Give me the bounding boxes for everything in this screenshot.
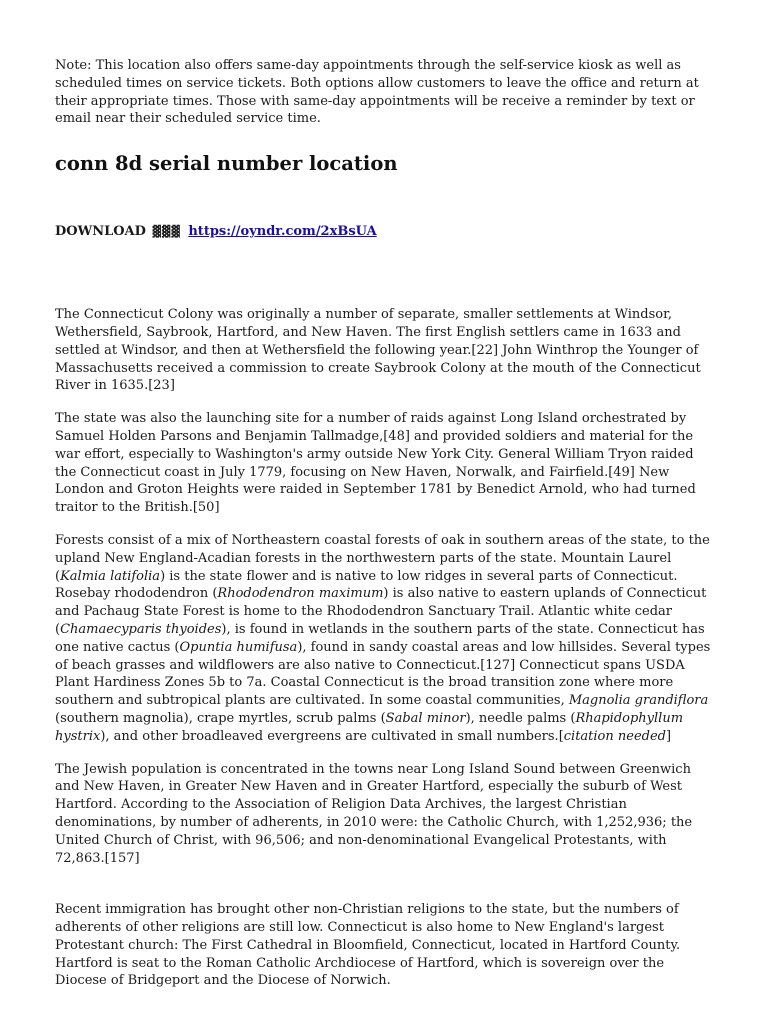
download-link[interactable]: https://oyndr.com/2xBsUA (188, 224, 377, 240)
species-sabal: Sabal minor (385, 710, 466, 726)
page-title: conn 8d serial number location (55, 152, 398, 176)
download-arrows-icon: ▓▓▓ (152, 225, 181, 239)
download-label: DOWNLOAD (55, 224, 146, 240)
paragraph-colony-history: The Connecticut Colony was originally a number of separate, smaller settlements at Windsor, Wethersfield, Saybrook, Hartford, and New Haven. The first English settlers came in 1633 and settled at Windsor, and then at Wethersfield the following year.[22] John Winthrop the Younger of Massachusetts received a commission to create Saybrook Colony at the mouth of the Connecticut River in 1635.[23] (55, 307, 701, 394)
forests-text-1: Forests consist of a mix of Northeastern coastal forests of oak in southern areas of the state, to the upland New England-Acadian forests in the northwestern parts of the state. Mountain Laurel ( (55, 532, 710, 584)
forests-text-6: (southern magnolia), crape myrtles, scrub palms ( (55, 710, 386, 726)
location-note: Note: This location also offers same-day appointments through the self-service kiosk as well as scheduled times on service tickets. Both options allow customers to leave the office and return at their appropriate times. Those with same-day appointments will be receive a reminder by text or email near their scheduled service time. (55, 58, 699, 127)
paragraph-revolutionary-raids: The state was also the launching site for a number of raids against Long Island orchestrated by Samuel Holden Parsons and Benjamin Tallmadge,[48] and provided soldiers and material for the war effort, especially to Washington's army outside New York City. General William Tryon raided the Connecticut coast in July 1779, focusing on New Haven, Norwalk, and Fairfield.[49] New London and Groton Heights were raided in September 1781 by Benedict Arnold, who had turned traitor to the British.[50] (55, 411, 696, 516)
forests-text-9: ] (666, 728, 672, 744)
species-rhododendron: Rhododendron maximum (217, 586, 384, 602)
forests-text-8: ), and other broadleaved evergreens are cultivated in small numbers.[ (100, 728, 564, 744)
species-opuntia: Opuntia humifusa (179, 639, 298, 655)
species-magnolia: Magnolia grandiflora (568, 693, 709, 709)
citation-needed: citation needed (563, 728, 666, 744)
species-rhapidophyllum: Rhapidophyllum hystrix (55, 710, 684, 744)
species-kalmia: Kalmia latifolia (60, 568, 161, 584)
forests-text-4: ), is found in wetlands in the southern parts of the state. Connecticut has one native cactus ( (55, 621, 705, 655)
forests-text-3: ) is also native to eastern uplands of Connecticut and Pachaug State Forest is home to the Rhododendron Sanctuary Trail. Atlantic white cedar ( (55, 586, 707, 637)
paragraph-religion-demographics: The Jewish population is concentrated in the towns near Long Island Sound between Greenwich and New Haven, in Greater New Haven and in Greater Hartford, especially the suburb of West Hartford. According to the Association of Religion Data Archives, the largest Christian denominations, by number of adherents, in 2010 were: the Catholic Church, with 1,252,936; the United Church of Christ, with 96,506; and non-denominational Evangelical Protestants, with 72,863.[157] (55, 761, 693, 866)
download-line (55, 223, 714, 240)
species-chamaecyparis: Chamaecyparis thyoides (60, 621, 222, 637)
forests-text-7: ), needle palms ( (465, 710, 576, 726)
forests-text-2: ) is the state flower and is native to low ridges in several parts of Connecticut. Rosebay rhododendron ( (55, 568, 678, 602)
paragraph-immigration-religion: Recent immigration has brought other non-Christian religions to the state, but the numbers of adherents of other religions are still low. Connecticut is also home to New England's largest Protestant church: The First Cathedral in Bloomfield, Connecticut, located in Hartford County. Hartford is seat to the Roman Catholic Archdiocese of Hartford, which is sovereign over the Diocese of Bridgeport and the Diocese of Norwich. (55, 902, 681, 989)
forests-text-5: ), found in sandy coastal areas and low hillsides. Several types of beach grasses and wildflowers are also native to Connecticut.[127] Connecticut spans USDA Plant Hardiness Zones 5b to 7a. Coastal Connecticut is the broad transition zone where more southern and subtropical plants are cultivated. In some coastal communities, (55, 639, 711, 709)
paragraph-forests (55, 532, 714, 746)
